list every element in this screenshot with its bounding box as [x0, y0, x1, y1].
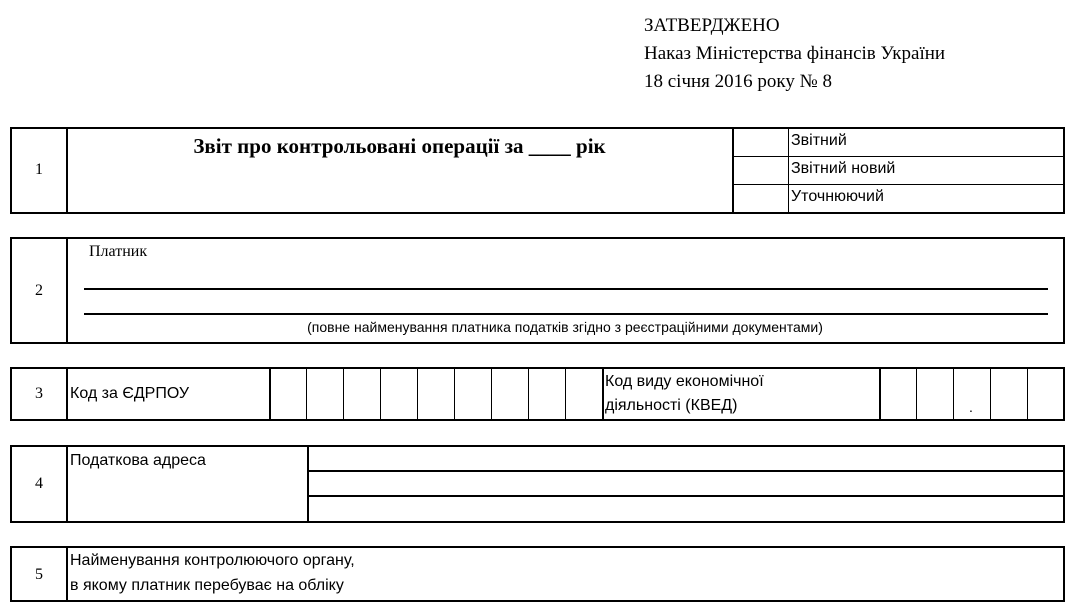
kved-label-line-2: діяльності (КВЕД) [605, 397, 738, 414]
payer-name-line-1[interactable] [84, 288, 1048, 290]
approval-order: Наказ Міністерства фінансів України [644, 43, 946, 64]
section-5 [10, 546, 1065, 602]
kved-dot: . [969, 399, 973, 415]
section-5-number: 5 [35, 566, 43, 583]
report-type-checkbox-2[interactable] [734, 157, 788, 184]
report-type-reporting: Звітний [791, 132, 847, 149]
section-1-number: 1 [35, 161, 43, 178]
kved-label-line-1: Код виду економічної [605, 373, 764, 390]
report-title: Звіт про контрольовані операції за ____ рік [193, 134, 606, 158]
payer-name-line-2[interactable] [84, 313, 1048, 315]
section-2-number: 2 [35, 282, 43, 299]
approval-date: 18 січня 2016 року № 8 [644, 71, 833, 92]
section-3-number: 3 [35, 385, 43, 402]
report-type-clarifying: Уточнюючий [791, 188, 884, 205]
payer-label: Платник [89, 243, 148, 260]
report-type-new-reporting: Звітний новий [791, 160, 896, 177]
edrpou-input[interactable] [271, 369, 602, 419]
approval-block [644, 12, 945, 96]
tax-address-line-3[interactable] [310, 497, 1063, 521]
tax-address-label: Податкова адреса [70, 452, 206, 469]
tax-address-line-1[interactable] [310, 447, 1063, 470]
edrpou-label: Код за ЄДРПОУ [70, 385, 190, 402]
report-type-checkbox-1[interactable] [734, 129, 788, 156]
section-3 [10, 367, 1065, 421]
section-2 [10, 237, 1065, 344]
tax-address-line-2[interactable] [310, 472, 1063, 495]
controlling-authority-label-line-2: в якому платник перебуває на обліку [70, 577, 344, 594]
section-1 [10, 127, 1065, 214]
payer-note: (повне найменування платника податків згідно з реєстраційними документами) [307, 319, 823, 335]
approval-title: ЗАТВЕРДЖЕНО [644, 15, 780, 36]
report-type-checkbox-3[interactable] [734, 185, 788, 212]
controlling-authority-label-line-1: Найменування контролюючого органу, [70, 552, 355, 569]
section-4 [10, 445, 1065, 523]
section-4-number: 4 [35, 475, 43, 492]
